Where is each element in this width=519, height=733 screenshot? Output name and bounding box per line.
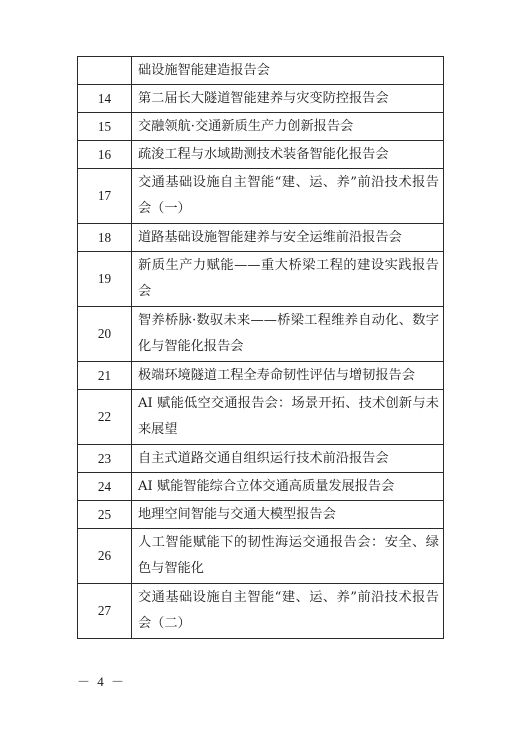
session-title: 交通基础设施自主智能“建、运、养”前沿技术报告会（一） <box>132 169 444 224</box>
table-row <box>78 390 444 445</box>
table-row <box>78 584 444 639</box>
session-title: 新质生产力赋能——重大桥梁工程的建设实践报告会 <box>132 252 444 307</box>
table-row <box>78 252 444 307</box>
table-body <box>78 57 444 639</box>
session-title: 交通基础设施自主智能“建、运、养”前沿技术报告会（二） <box>132 584 444 639</box>
row-number: 25 <box>78 501 132 529</box>
table-row <box>78 169 444 224</box>
page-number: － 4 － <box>77 674 127 689</box>
table-row <box>78 529 444 584</box>
row-number: 26 <box>78 529 132 584</box>
row-number: 23 <box>78 445 132 473</box>
row-number: 21 <box>78 362 132 390</box>
table-row <box>78 362 444 390</box>
row-number: 24 <box>78 473 132 501</box>
row-number: 19 <box>78 252 132 307</box>
row-number: 14 <box>78 85 132 113</box>
table-row <box>78 501 444 529</box>
table-row <box>78 307 444 362</box>
row-number: 18 <box>78 224 132 252</box>
row-number: 22 <box>78 390 132 445</box>
session-title: 础设施智能建造报告会 <box>132 57 444 85</box>
session-title: 极端环境隧道工程全寿命韧性评估与增韧报告会 <box>132 362 444 390</box>
row-number: 15 <box>78 113 132 141</box>
table-row <box>78 113 444 141</box>
session-title: 人工智能赋能下的韧性海运交通报告会：安全、绿色与智能化 <box>132 529 444 584</box>
session-title: 疏浚工程与水域勘测技术装备智能化报告会 <box>132 141 444 169</box>
table-row <box>78 57 444 85</box>
table-row <box>78 85 444 113</box>
session-title: 地理空间智能与交通大模型报告会 <box>132 501 444 529</box>
table-row <box>78 445 444 473</box>
row-number: 20 <box>78 307 132 362</box>
table-row <box>78 224 444 252</box>
session-title: 自主式道路交通自组织运行技术前沿报告会 <box>132 445 444 473</box>
report-session-table <box>77 56 444 639</box>
session-title: 智养桥脉·数驭未来——桥梁工程维养自动化、数字化与智能化报告会 <box>132 307 444 362</box>
session-title: AI 赋能智能综合立体交通高质量发展报告会 <box>132 473 444 501</box>
row-number: 16 <box>78 141 132 169</box>
session-title: AI 赋能低空交通报告会：场景开拓、技术创新与未来展望 <box>132 390 444 445</box>
table-row <box>78 473 444 501</box>
row-number <box>78 57 132 85</box>
row-number: 17 <box>78 169 132 224</box>
table-row <box>78 141 444 169</box>
row-number: 27 <box>78 584 132 639</box>
session-title: 道路基础设施智能建养与安全运维前沿报告会 <box>132 224 444 252</box>
session-title: 交融领航·交通新质生产力创新报告会 <box>132 113 444 141</box>
session-title: 第二届长大隧道智能建养与灾变防控报告会 <box>132 85 444 113</box>
